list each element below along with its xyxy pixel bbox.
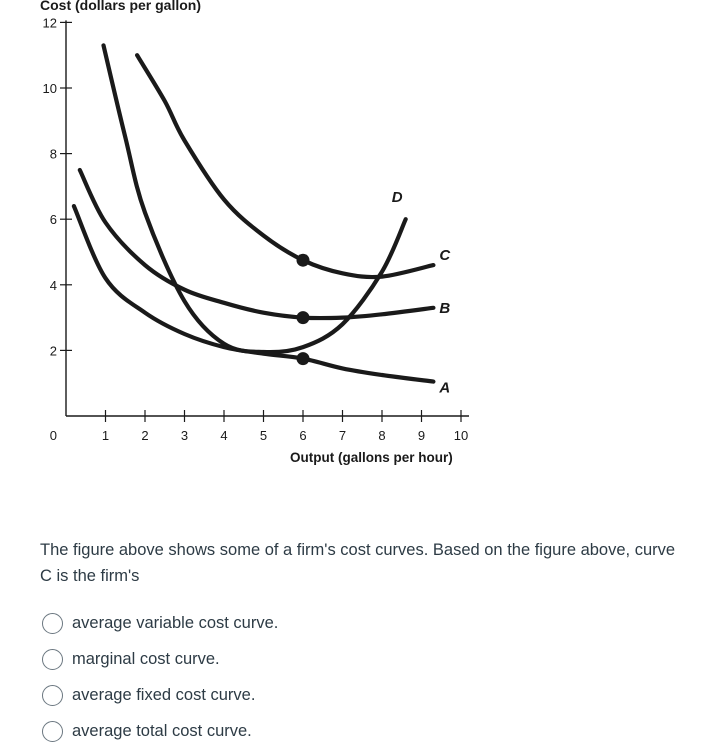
option-label: marginal cost curve. xyxy=(72,649,220,668)
curve-d xyxy=(104,45,406,352)
x-tick-label: 10 xyxy=(453,428,469,443)
option-marginal-cost[interactable] xyxy=(40,641,278,677)
option-average-total-cost[interactable] xyxy=(40,713,278,749)
radio-button[interactable] xyxy=(42,649,63,670)
option-label: average fixed cost curve. xyxy=(72,685,256,704)
chart-curves xyxy=(74,45,434,381)
x-tick-label: 7 xyxy=(338,428,347,443)
y-tick-label: 2 xyxy=(49,343,57,359)
x-tick-label: 5 xyxy=(259,428,268,443)
radio-button[interactable] xyxy=(42,721,63,742)
radio-button[interactable] xyxy=(42,685,63,706)
answer-options xyxy=(40,605,278,749)
radio-button[interactable] xyxy=(42,613,63,634)
question-text: The figure above shows some of a firm's cost curves. Based on the figure above, curve C is the firm's xyxy=(40,541,676,585)
curve-c xyxy=(137,55,433,277)
y-axis-title: Cost (dollars per gallon) xyxy=(40,0,202,13)
x-tick-label: 1 xyxy=(101,428,110,443)
x-tick-label: 2 xyxy=(141,428,149,443)
y-tick-label: 4 xyxy=(49,277,57,293)
curve-label-c: C xyxy=(439,247,451,265)
x-tick-label: 8 xyxy=(378,428,386,443)
y-tick-label: 12 xyxy=(42,15,57,31)
y-tick-label: 10 xyxy=(42,81,57,96)
option-average-fixed-cost[interactable] xyxy=(40,677,278,713)
data-point-marker xyxy=(297,254,310,267)
x-tick-label: 9 xyxy=(417,428,426,443)
curve-label-d: D xyxy=(391,189,403,207)
x-tick-label: 6 xyxy=(299,428,307,443)
curve-a xyxy=(74,206,434,382)
curve-label-b: B xyxy=(439,299,451,317)
y-tick-label: 0 xyxy=(49,428,57,443)
x-tick-label: 4 xyxy=(220,428,228,443)
y-tick-label: 8 xyxy=(49,146,57,162)
x-axis-title: Output (gallons per hour) xyxy=(290,450,453,465)
data-point-marker xyxy=(297,311,310,324)
chart-labels xyxy=(392,189,452,396)
option-label: average variable cost curve. xyxy=(72,613,279,632)
option-label: average total cost curve. xyxy=(72,721,252,740)
data-point-marker xyxy=(297,352,310,365)
option-average-variable-cost[interactable] xyxy=(40,605,278,641)
chart-axes xyxy=(66,20,469,416)
x-tick-label: 3 xyxy=(180,428,189,443)
y-tick-label: 6 xyxy=(49,212,57,228)
curve-b xyxy=(80,170,434,318)
curve-label-a: A xyxy=(439,379,451,397)
